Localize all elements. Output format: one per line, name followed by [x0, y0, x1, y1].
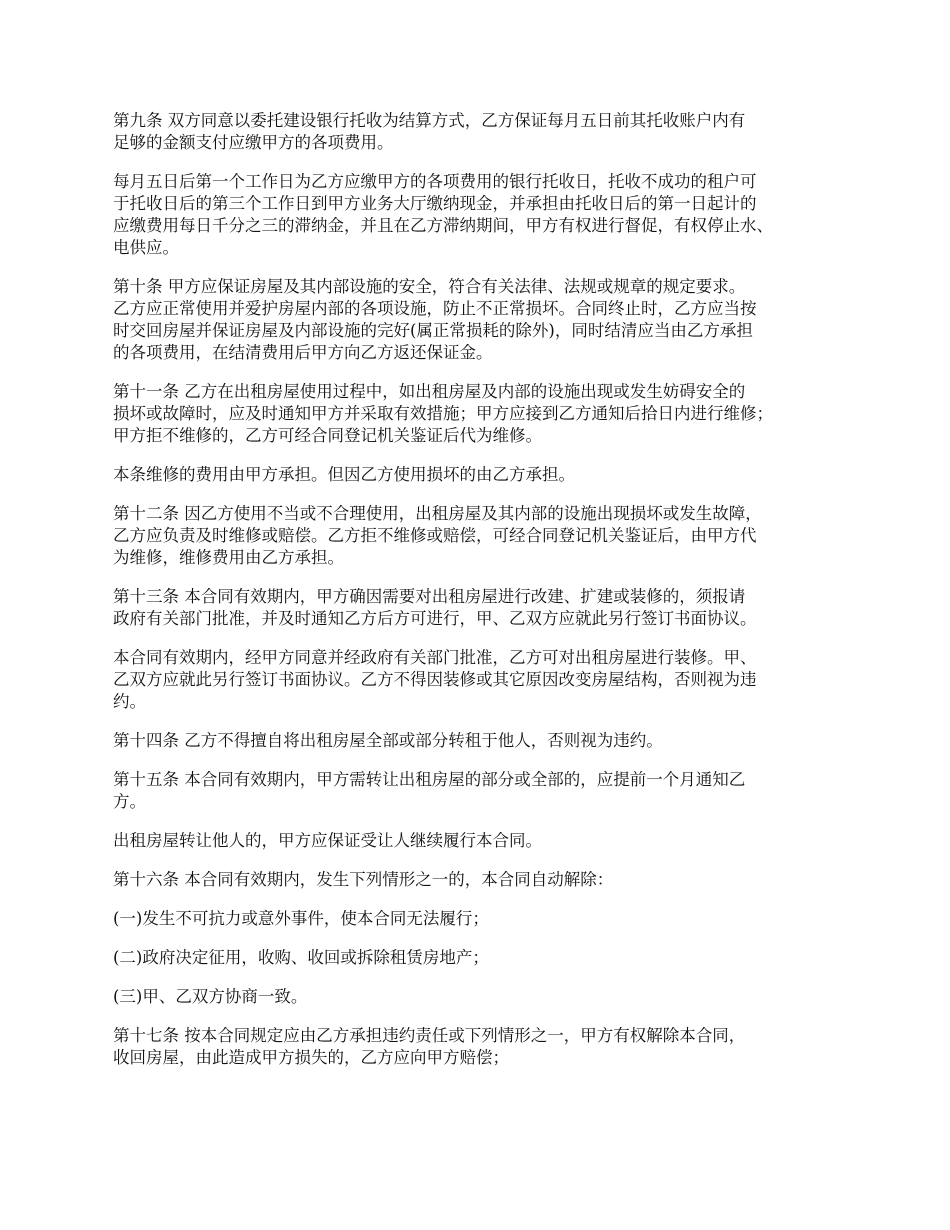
text-line: 本合同有效期内，经甲方同意并经政府有关部门批准，乙方可对出租房屋进行装修。甲、 [113, 648, 757, 667]
paragraph-article-11 [113, 381, 853, 447]
paragraph-article-15 [113, 769, 853, 813]
paragraph-article-13 [113, 586, 853, 630]
paragraph-collection-date [113, 171, 853, 259]
text-line: 第十条 甲方应保证房屋及其内部设施的安全，符合有关法律、法规或规章的规定要求。 [113, 277, 746, 296]
text-line: 第十一条 乙方在出租房屋使用过程中，如出租房屋及内部的设施出现或发生妨碍安全的 [113, 382, 746, 401]
text-line: 第十七条 按本合同规定应由乙方承担违约责任或下列情形之一，甲方有权解除本合同， [113, 1026, 746, 1045]
text-line: 第十五条 本合同有效期内，甲方需转让出租房屋的部分或全部的，应提前一个月通知乙 [113, 770, 746, 789]
paragraph-renovation [113, 647, 853, 713]
text-line: 时交回房屋并保证房屋及内部设施的完好(属正常损耗的除外)，同时结清应当由乙方承担 [113, 321, 753, 340]
list-item-government-expropriation [113, 947, 853, 969]
paragraph-repair-costs [113, 464, 853, 486]
text-line: 乙双方应就此另行签订书面协议。乙方不得因装修或其它原因改变房屋结构，否则视为违 [113, 670, 757, 689]
text-line: 约。 [113, 692, 146, 711]
paragraph-transfer [113, 830, 853, 852]
text-line: 本条维修的费用由甲方承担。但因乙方使用损坏的由乙方承担。 [113, 465, 575, 484]
document-page [113, 110, 853, 1086]
text-line: (一)发生不可抗力或意外事件，使本合同无法履行； [113, 909, 489, 928]
paragraph-article-10 [113, 276, 853, 364]
text-line: 乙方应负责及时维修或赔偿。乙方拒不维修或赔偿，可经合同登记机关鉴证后，由甲方代 [113, 526, 757, 545]
text-line: 损坏或故障时，应及时通知甲方并采取有效措施；甲方应接到乙方通知后拾日内进行维修； [113, 404, 773, 423]
text-line: (三)甲、乙双方协商一致。 [113, 987, 308, 1006]
text-line: 的各项费用，在结清费用后甲方向乙方返还保证金。 [113, 343, 493, 362]
text-line: 第九条 双方同意以委托建设银行托收为结算方式，乙方保证每月五日前其托收账户内有 [113, 111, 746, 130]
paragraph-article-12 [113, 503, 853, 569]
text-line: (二)政府决定征用，收购、收回或拆除租赁房地产； [113, 948, 489, 967]
text-line: 政府有关部门批准，并及时通知乙方后方可进行，甲、乙双方应就此另行签订书面协议。 [113, 609, 757, 628]
list-item-mutual-agreement [113, 986, 853, 1008]
text-line: 第十二条 因乙方使用不当或不合理使用，出租房屋及其内部的设施出现损坏或发生故障， [113, 504, 762, 523]
text-line: 为维修，维修费用由乙方承担。 [113, 548, 344, 567]
text-line: 电供应。 [113, 238, 179, 257]
paragraph-article-17 [113, 1025, 853, 1069]
paragraph-article-16 [113, 869, 853, 891]
text-line: 第十六条 本合同有效期内，发生下列情形之一的，本合同自动解除： [113, 870, 614, 889]
list-item-force-majeure [113, 908, 853, 930]
paragraph-article-9 [113, 110, 853, 154]
paragraph-article-14 [113, 730, 853, 752]
text-line: 每月五日后第一个工作日为乙方应缴甲方的各项费用的银行托收日，托收不成功的租户可 [113, 172, 757, 191]
text-line: 甲方拒不维修的，乙方可经合同登记机关鉴证后代为维修。 [113, 426, 542, 445]
text-line: 足够的金额支付应缴甲方的各项费用。 [113, 133, 394, 152]
text-line: 第十四条 乙方不得擅自将出租房屋全部或部分转租于他人，否则视为违约。 [113, 731, 663, 750]
text-line: 收回房屋，由此造成甲方损失的，乙方应向甲方赔偿； [113, 1048, 509, 1067]
text-line: 第十三条 本合同有效期内，甲方确因需要对出租房屋进行改建、扩建或装修的，须报请 [113, 587, 746, 606]
text-line: 乙方应正常使用并爱护房屋内部的各项设施，防止不正常损坏。合同终止时，乙方应当按 [113, 299, 757, 318]
text-line: 应缴费用每日千分之三的滞纳金，并且在乙方滞纳期间，甲方有权进行督促，有权停止水、 [113, 216, 773, 235]
text-line: 出租房屋转让他人的，甲方应保证受让人继续履行本合同。 [113, 831, 542, 850]
text-line: 于托收日后的第三个工作日到甲方业务大厅缴纳现金，并承担由托收日后的第一日起计的 [113, 194, 757, 213]
text-line: 方。 [113, 792, 146, 811]
